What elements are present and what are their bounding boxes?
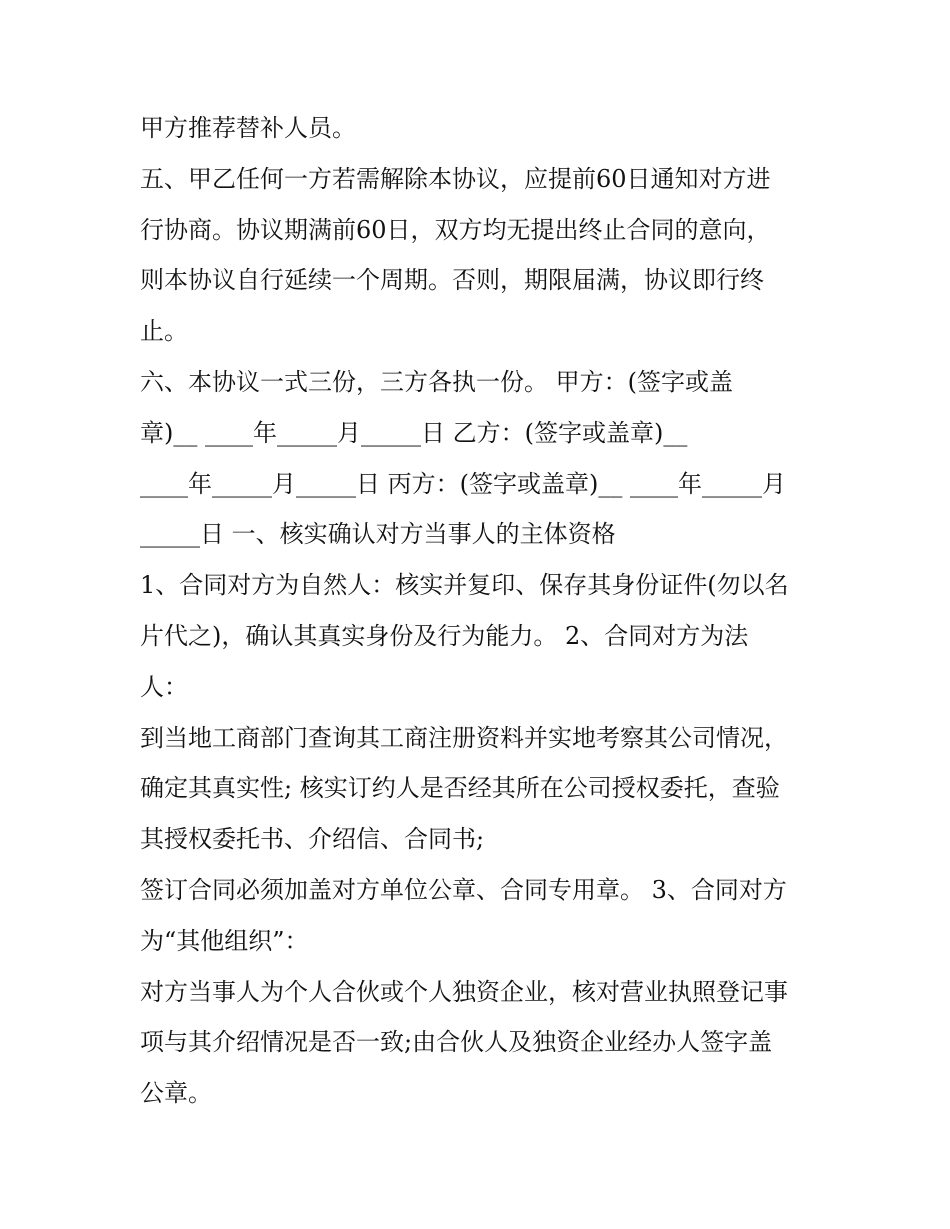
text-line: ____年_____月_____日 丙方：(签字或盖章)__ ____年_____月 xyxy=(140,469,786,498)
text-line: 确定其真实性; 核实订约人是否经其所在公司授权委托，查验 xyxy=(140,774,780,803)
text-line: 止。 xyxy=(140,317,188,346)
text-line: 则本协议自行延续一个周期。否则，期限届满，协议即行终 xyxy=(140,266,764,295)
text-line: 行协商。协议期满前60日，双方均无提出终止合同的意向， xyxy=(140,215,771,244)
text-line: 到当地工商部门查询其工商注册资料并实地考察其公司情况， xyxy=(140,723,788,752)
text-line: 公章。 xyxy=(140,1079,212,1108)
text-line: 其授权委托书、介绍信、合同书; xyxy=(140,825,485,854)
text-line: _____日 一、核实确认对方当事人的主体资格 xyxy=(140,520,616,549)
text-line: 甲方推荐替补人员。 xyxy=(140,114,356,142)
text-line: 1、合同对方为自然人：核实并复印、保存其身份证件(勿以名 xyxy=(140,571,789,600)
text-line: 章)__ ____年_____月_____日 乙方：(签字或盖章)__ xyxy=(140,418,688,447)
text-line: 为“其他组织”： xyxy=(140,926,309,955)
text-line: 项与其介绍情况是否一致;由合伙人及独资企业经办人签字盖 xyxy=(140,1028,773,1057)
text-line: 签订合同必须加盖对方单位公章、合同专用章。 3、合同对方 xyxy=(140,875,787,904)
document-body xyxy=(140,103,789,1119)
text-line: 片代之)，确认其真实身份及行为能力。 2、合同对方为法 xyxy=(140,621,749,650)
text-line: 六、本协议一式三份，三方各执一份。 甲方：(签字或盖 xyxy=(140,367,733,396)
text-line: 对方当事人为个人合伙或个人独资企业，核对营业执照登记事 xyxy=(140,977,788,1006)
text-line: 人： xyxy=(140,672,188,701)
text-line: 五、甲乙任何一方若需解除本协议，应提前60日通知对方进 xyxy=(140,164,771,193)
